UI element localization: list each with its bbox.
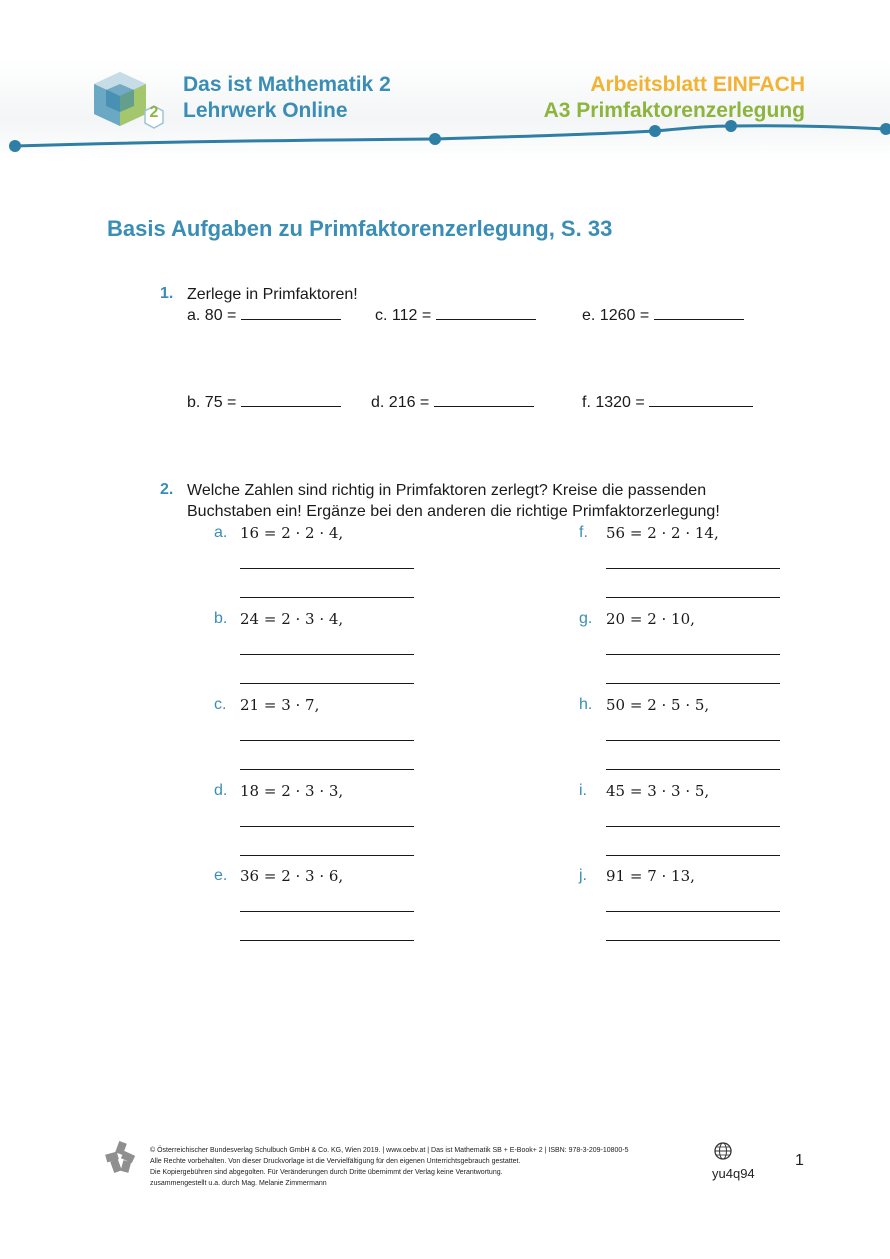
- online-code[interactable]: yu4q94: [712, 1166, 755, 1181]
- answer-blank[interactable]: [241, 392, 341, 407]
- answer-line[interactable]: [606, 769, 780, 770]
- answer-blank[interactable]: [649, 392, 753, 407]
- item-expression: 36 = 2 · 3 · 6,: [240, 867, 344, 885]
- item-label: d. 216 =: [371, 394, 430, 411]
- page-number: 1: [795, 1152, 804, 1169]
- answer-line[interactable]: [606, 855, 780, 856]
- item-expression: 18 = 2 · 3 · 3,: [240, 782, 344, 800]
- answer-line[interactable]: [606, 654, 780, 655]
- answer-line[interactable]: [240, 597, 414, 598]
- item-expression: 45 = 3 · 3 · 5,: [606, 782, 710, 800]
- answer-line[interactable]: [240, 855, 414, 856]
- item-letter[interactable]: b.: [214, 610, 228, 627]
- answer-line[interactable]: [606, 740, 780, 741]
- item-letter[interactable]: g.: [579, 610, 593, 627]
- item-letter[interactable]: d.: [214, 782, 228, 799]
- item-label: a. 80 =: [187, 307, 237, 324]
- answer-blank[interactable]: [654, 305, 744, 320]
- task-instruction: Zerlege in Primfaktoren!: [187, 286, 358, 303]
- item-letter[interactable]: h.: [579, 696, 593, 713]
- answer-blank[interactable]: [436, 305, 536, 320]
- item-expression: 91 = 7 · 13,: [606, 867, 695, 885]
- item-label: e. 1260 =: [582, 307, 650, 324]
- brand-title: Das ist Mathematik 2: [183, 73, 391, 96]
- item-expression: 56 = 2 · 2 · 14,: [606, 524, 719, 542]
- item-letter[interactable]: f.: [579, 524, 588, 541]
- task1-item: [375, 305, 536, 326]
- answer-blank[interactable]: [434, 392, 534, 407]
- item-expression: 21 = 3 · 7,: [240, 696, 320, 714]
- footer-line: zusammengestellt u.a. durch Mag. Melanie Zimmermann: [150, 1180, 327, 1187]
- answer-line[interactable]: [240, 654, 414, 655]
- answer-line[interactable]: [240, 940, 414, 941]
- answer-line[interactable]: [240, 826, 414, 827]
- task-number: 2.: [160, 481, 174, 498]
- item-expression: 24 = 2 · 3 · 4,: [240, 610, 344, 628]
- answer-line[interactable]: [606, 826, 780, 827]
- cube-logo-icon: [90, 70, 170, 135]
- publisher-logo-icon: [104, 1141, 136, 1173]
- sheet-type: Arbeitsblatt EINFACH: [590, 73, 805, 96]
- curve-dot: [880, 123, 890, 135]
- footer-line: Die Kopiergebühren sind abgegolten. Für Veränderungen durch Dritte übernimmt der Verlag keine Verantwortung.: [150, 1169, 503, 1176]
- curve-dot: [9, 140, 21, 152]
- brand-subtitle: Lehrwerk Online: [183, 99, 348, 122]
- item-letter[interactable]: e.: [214, 867, 228, 884]
- item-expression: 50 = 2 · 5 · 5,: [606, 696, 710, 714]
- answer-line[interactable]: [240, 568, 414, 569]
- logo-badge: 2: [149, 104, 159, 121]
- item-letter[interactable]: c.: [214, 696, 227, 713]
- answer-line[interactable]: [240, 740, 414, 741]
- item-letter[interactable]: i.: [579, 782, 587, 799]
- item-label: f. 1320 =: [582, 394, 645, 411]
- task1-item: [187, 305, 341, 326]
- answer-line[interactable]: [240, 911, 414, 912]
- item-expression: 20 = 2 · 10,: [606, 610, 695, 628]
- answer-blank[interactable]: [241, 305, 341, 320]
- footer-line: Alle Rechte vorbehalten. Von dieser Druckvorlage ist die Vervielfältigung für den eigenen Unterrichtsgebrauch gestattet.: [150, 1158, 521, 1165]
- item-letter[interactable]: j.: [579, 867, 587, 884]
- item-label: b. 75 =: [187, 394, 237, 411]
- curve-dot: [649, 125, 661, 137]
- item-label: c. 112 =: [375, 307, 432, 324]
- answer-line[interactable]: [240, 683, 414, 684]
- task1-item: [187, 392, 341, 413]
- task1-item: [582, 392, 753, 413]
- answer-line[interactable]: [606, 683, 780, 684]
- task1-item: [371, 392, 534, 413]
- answer-line[interactable]: [240, 769, 414, 770]
- sheet-topic: A3 Primfaktorenzerlegung: [543, 99, 805, 122]
- curve-dot: [429, 133, 441, 145]
- answer-line[interactable]: [606, 940, 780, 941]
- footer-legal: [150, 1145, 629, 1189]
- task1-item: [582, 305, 744, 326]
- answer-line[interactable]: [606, 568, 780, 569]
- item-expression: 16 = 2 · 2 · 4,: [240, 524, 344, 542]
- answer-line[interactable]: [606, 597, 780, 598]
- page-title: Basis Aufgaben zu Primfaktorenzerlegung, S. 33: [107, 216, 613, 241]
- item-letter[interactable]: a.: [214, 524, 228, 541]
- task-number: 1.: [160, 285, 174, 302]
- answer-line[interactable]: [606, 911, 780, 912]
- footer-line: © Österreichischer Bundesverlag Schulbuch GmbH & Co. KG, Wien 2019. | www.oebv.at | Das ist Mathematik SB + E-Book+ 2 | ISBN: 978-3-209-10800-5: [150, 1147, 629, 1154]
- task-instruction-line2: Buchstaben ein! Ergänze bei den anderen die richtige Primfaktorzerlegung!: [187, 503, 720, 520]
- globe-icon[interactable]: [713, 1141, 733, 1161]
- task-instruction-line1: Welche Zahlen sind richtig in Primfaktoren zerlegt? Kreise die passenden: [187, 482, 707, 499]
